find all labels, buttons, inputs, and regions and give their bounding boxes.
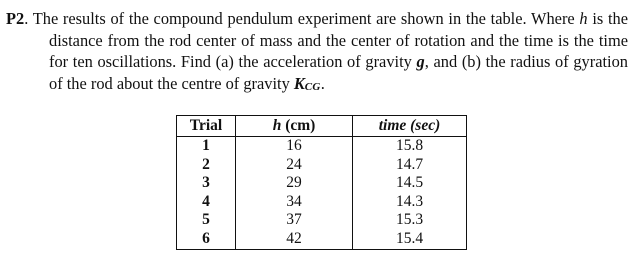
header-trial: Trial	[177, 116, 236, 137]
problem-text-part-3: , and (b) the radius of gyration of the rod about the centre of gravity	[49, 52, 628, 93]
cell-h: 24	[236, 156, 353, 175]
problem-text-part-2: is the distance from the rod center of mass and the center of rotation and the time is the time for ten oscillations. Find (a) the acceleration of gravity	[49, 9, 628, 72]
cell-trial: 6	[177, 230, 236, 249]
cell-h: 29	[236, 174, 353, 193]
cell-time: 14.5	[353, 174, 467, 193]
header-h-unit: (cm)	[281, 117, 316, 134]
cell-trial: 3	[177, 174, 236, 193]
variable-k-subscript: CG	[304, 80, 321, 93]
results-table	[176, 115, 467, 250]
header-h	[236, 116, 353, 137]
table-row	[177, 193, 467, 212]
cell-time: 15.8	[353, 137, 467, 156]
problem-text-part-1: . The results of the compound pendulum experiment are shown in the table. Where	[24, 9, 580, 28]
cell-h: 34	[236, 193, 353, 212]
table-row	[177, 156, 467, 175]
problem-label: P2	[6, 9, 25, 28]
table-row	[177, 174, 467, 193]
table-header-row	[177, 116, 467, 137]
problem-text-part-4: .	[320, 73, 325, 93]
table-row	[177, 211, 467, 230]
cell-trial: 1	[177, 137, 236, 156]
variable-g: g	[416, 52, 425, 72]
cell-trial: 5	[177, 211, 236, 230]
cell-time: 14.7	[353, 156, 467, 175]
variable-h: h	[579, 9, 588, 28]
cell-time: 15.4	[353, 230, 467, 249]
cell-time: 14.3	[353, 193, 467, 212]
cell-trial: 4	[177, 193, 236, 212]
table-row	[177, 137, 467, 156]
problem-paragraph	[6, 8, 628, 98]
header-h-variable: h	[272, 117, 282, 134]
header-time: time (sec)	[353, 116, 467, 137]
variable-k: K	[293, 73, 305, 93]
cell-trial: 2	[177, 156, 236, 175]
problem-statement	[6, 8, 628, 98]
cell-time: 15.3	[353, 211, 467, 230]
table-row	[177, 230, 467, 249]
cell-h: 42	[236, 230, 353, 249]
cell-h: 37	[236, 211, 353, 230]
cell-h: 16	[236, 137, 353, 156]
